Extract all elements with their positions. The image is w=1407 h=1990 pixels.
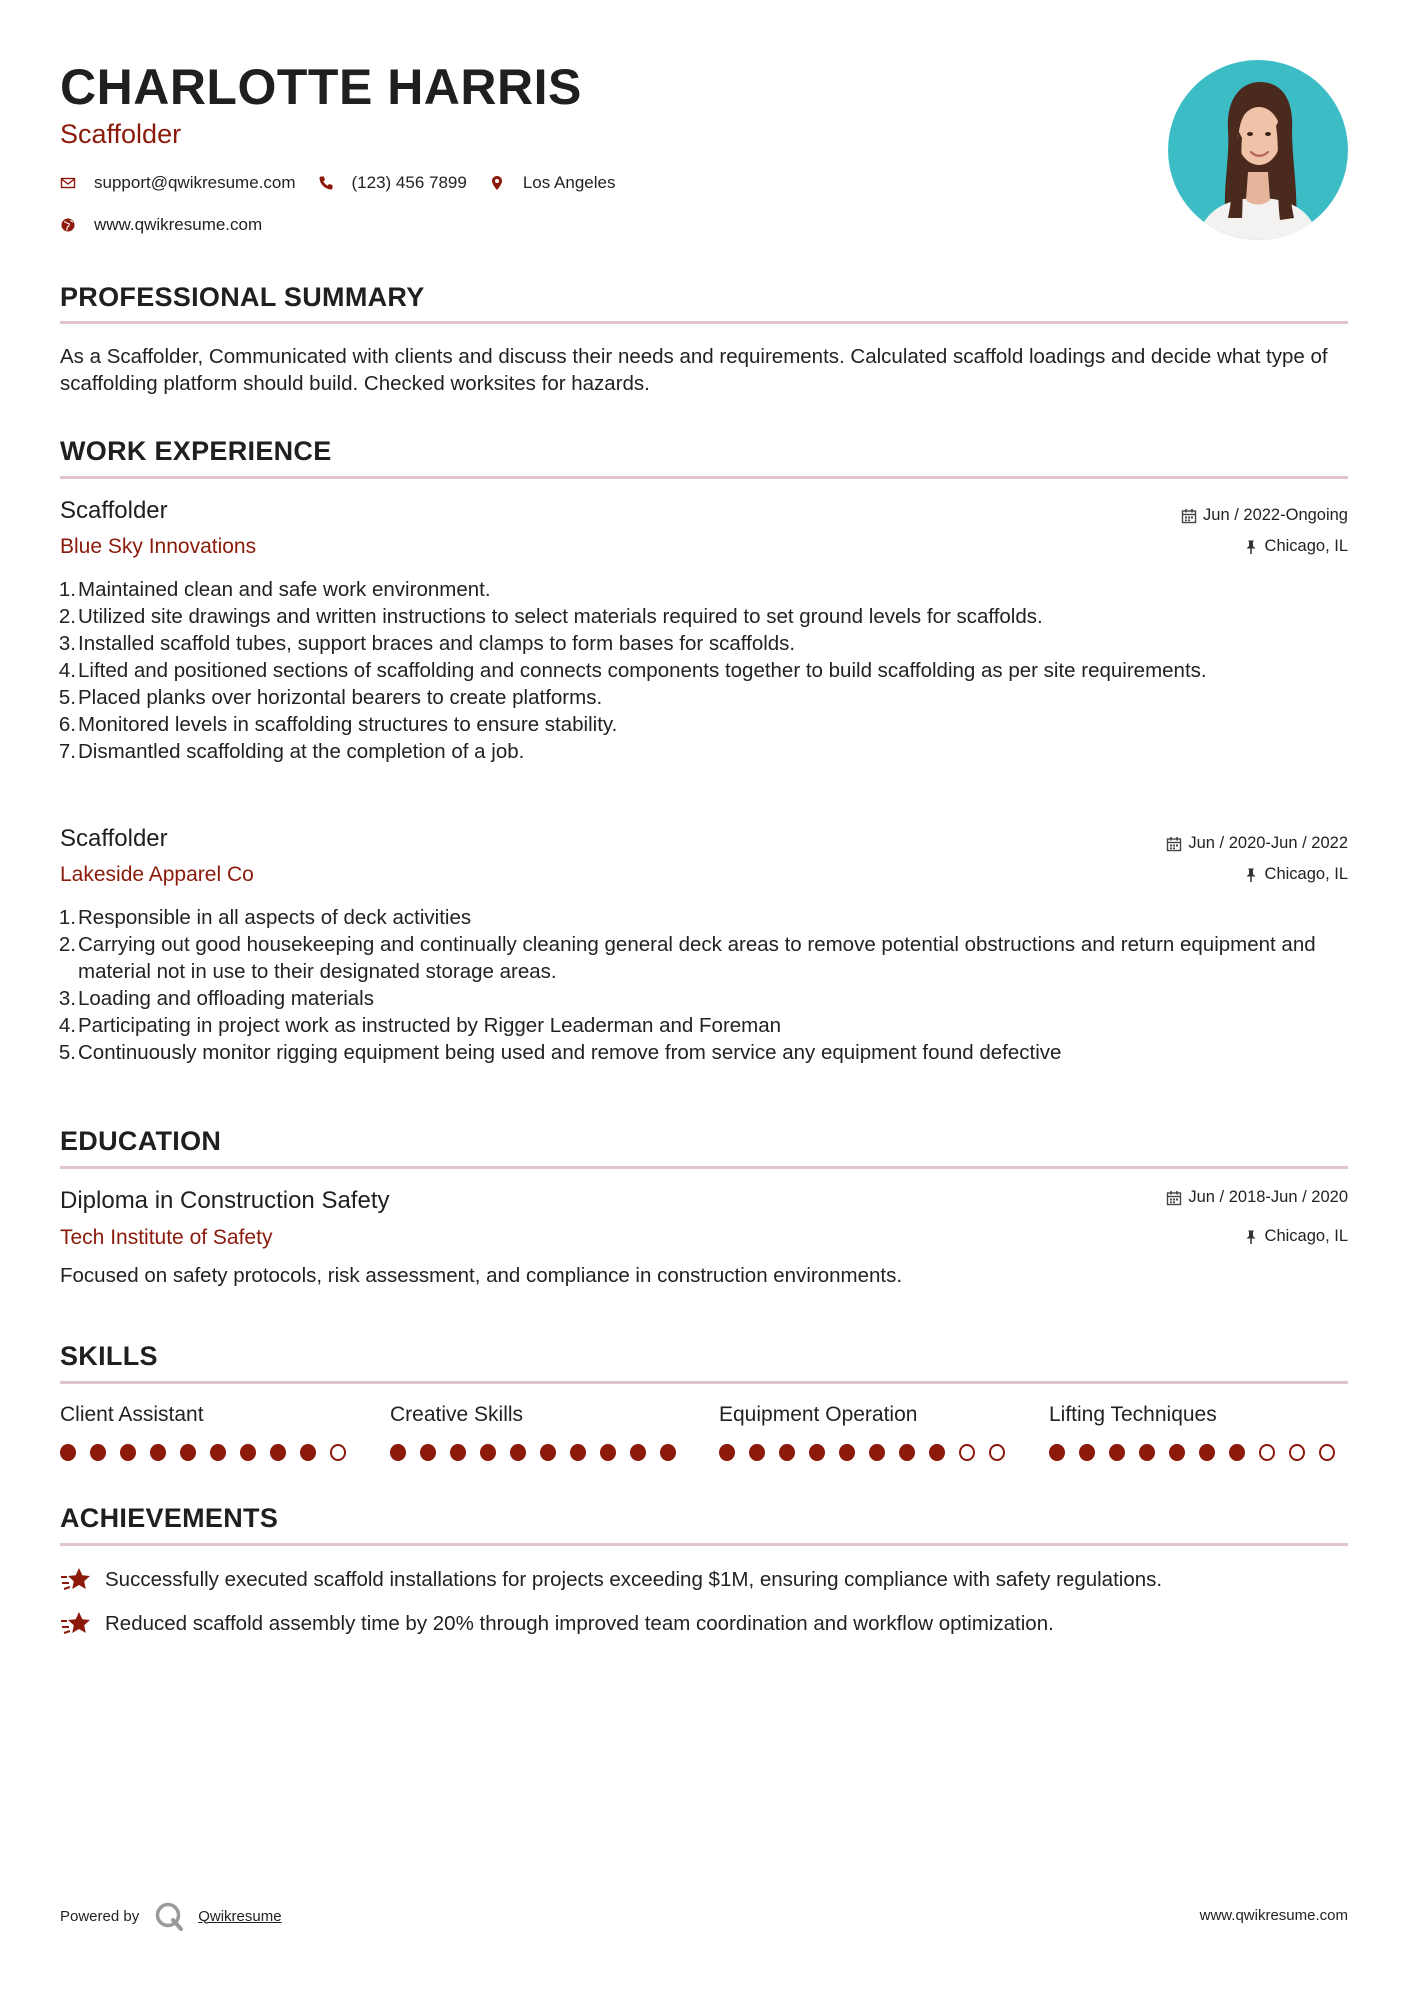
skill-name: Equipment Operation [719, 1403, 918, 1426]
skill-client-assistant [60, 1403, 360, 1461]
skills-divider [60, 1381, 1348, 1384]
education-dates [1166, 1188, 1348, 1207]
phone-text: (123) 456 7899 [351, 173, 467, 192]
pushpin-icon [1243, 1229, 1259, 1245]
rating-dot-empty [1319, 1444, 1335, 1461]
job-1-title: Scaffolder [60, 497, 168, 524]
rating-dot-filled [600, 1444, 616, 1461]
summary-heading: PROFESSIONAL SUMMARY [60, 282, 425, 312]
map-pin-icon [489, 175, 505, 191]
phone-icon [318, 175, 334, 191]
summary-divider [60, 321, 1348, 324]
skill-name: Lifting Techniques [1049, 1403, 1217, 1426]
website-text[interactable]: www.qwikresume.com [94, 215, 263, 234]
email-text[interactable]: support@qwikresume.com [94, 173, 296, 192]
education-degree: Diploma in Construction Safety [60, 1187, 390, 1214]
rating-dot-empty [989, 1444, 1005, 1461]
skill-name: Creative Skills [390, 1403, 524, 1426]
list-item: 2. Carrying out good housekeeping and continually cleaning general deck areas to remove potential obstructions and return equipment and material not in use to their designated storage areas. [58, 933, 1316, 983]
calendar-icon [1166, 836, 1182, 852]
pushpin-icon [1243, 539, 1259, 555]
job-2-location [1243, 865, 1348, 884]
achievements-heading: ACHIEVEMENTS [60, 1503, 279, 1533]
qwikresume-link[interactable]: Qwikresume [198, 1907, 282, 1925]
rating-dot-empty [1289, 1444, 1305, 1461]
profile-photo [1168, 60, 1348, 240]
education-heading: EDUCATION [60, 1126, 222, 1156]
rating-dot-filled [749, 1444, 765, 1461]
portrait-illustration [1168, 60, 1348, 240]
job-2-dates [1166, 834, 1348, 853]
skill-creative-skills [390, 1403, 690, 1461]
rating-dot-filled [60, 1444, 76, 1461]
rating-dot-filled [450, 1444, 466, 1461]
job-1-dates [1181, 506, 1348, 525]
job-2-location-text: Chicago, IL [1264, 865, 1348, 883]
globe-icon [60, 217, 76, 233]
rating-dot-filled [929, 1444, 945, 1461]
rating-dot-filled [540, 1444, 556, 1461]
rating-dot-filled [120, 1444, 136, 1461]
rating-dot-empty [330, 1444, 346, 1461]
rating-dot-filled [210, 1444, 226, 1461]
rating-dot-filled [390, 1444, 406, 1461]
rating-dot-filled [1169, 1444, 1185, 1461]
rating-dot-filled [480, 1444, 496, 1461]
job-1-company: Blue Sky Innovations [60, 535, 257, 558]
job-1-location [1243, 537, 1348, 556]
list-item: 4. Participating in project work as instructed by Rigger Leaderman and Foreman [58, 1014, 782, 1037]
rating-dot-filled [180, 1444, 196, 1461]
rating-dot-filled [809, 1444, 825, 1461]
job-2-company: Lakeside Apparel Co [60, 863, 254, 886]
education-divider [60, 1166, 1348, 1169]
education-description: Focused on safety protocols, risk assessment, and compliance in construction environments. [60, 1264, 903, 1287]
rating-dot-filled [510, 1444, 526, 1461]
job-2-bullets [60, 904, 1348, 1066]
rating-dot-filled [1199, 1444, 1215, 1461]
job-1-bullets [60, 576, 1348, 765]
achievement-item [60, 1609, 1054, 1639]
list-item: 2. Utilized site drawings and written instructions to select materials required to set ground levels for scaffolds. [58, 605, 1043, 628]
rating-dot-filled [90, 1444, 106, 1461]
list-item: 5. Placed planks over horizontal bearers to create platforms. [58, 686, 603, 709]
skill-rating [390, 1444, 690, 1461]
rating-dot-filled [660, 1444, 676, 1461]
rating-dot-filled [240, 1444, 256, 1461]
job-1-location-text: Chicago, IL [1264, 537, 1348, 555]
skill-lifting-techniques [1049, 1403, 1349, 1461]
skills-heading: SKILLS [60, 1341, 158, 1371]
achievements-divider [60, 1543, 1348, 1546]
list-item: 7. Dismantled scaffolding at the completion of a job. [58, 740, 525, 763]
rating-dot-filled [630, 1444, 646, 1461]
list-item: 3. Loading and offloading materials [58, 987, 374, 1010]
experience-heading: WORK EXPERIENCE [60, 436, 332, 466]
contact-website [60, 215, 262, 235]
rating-dot-empty [959, 1444, 975, 1461]
achievement-text: Successfully executed scaffold installations for projects exceeding $1M, ensuring compliance with safety regulations. [105, 1568, 1163, 1591]
star-award-icon [60, 1609, 92, 1639]
powered-by-label: Powered by [60, 1907, 140, 1925]
list-item: 5. Continuously monitor rigging equipment being used and remove from service any equipment found defective [58, 1041, 1062, 1064]
skill-rating [719, 1444, 1019, 1461]
rating-dot-filled [1109, 1444, 1125, 1461]
job-2-title: Scaffolder [60, 825, 168, 852]
rating-dot-filled [1139, 1444, 1155, 1461]
rating-dot-filled [1049, 1444, 1065, 1461]
candidate-title: Scaffolder [60, 119, 182, 149]
list-item: 1. Maintained clean and safe work environment. [58, 578, 491, 601]
contact-location [489, 173, 616, 193]
footer-powered-by [60, 1901, 282, 1931]
candidate-name: CHARLOTTE HARRIS [60, 59, 582, 115]
calendar-icon [1181, 508, 1197, 524]
skill-rating [60, 1444, 360, 1461]
rating-dot-filled [300, 1444, 316, 1461]
calendar-icon [1166, 1190, 1182, 1206]
education-location [1243, 1227, 1348, 1246]
footer-website[interactable]: www.qwikresume.com [1199, 1907, 1348, 1924]
list-item: 1. Responsible in all aspects of deck activities [58, 906, 472, 929]
job-1-dates-text: Jun / 2022-Ongoing [1203, 506, 1348, 524]
job-2-dates-text: Jun / 2020-Jun / 2022 [1188, 834, 1348, 852]
skill-rating [1049, 1444, 1349, 1461]
rating-dot-filled [270, 1444, 286, 1461]
contact-email [60, 173, 296, 193]
list-item: 3. Installed scaffold tubes, support braces and clamps to form bases for scaffolds. [58, 632, 796, 655]
star-award-icon [60, 1565, 92, 1595]
education-location-text: Chicago, IL [1264, 1227, 1348, 1245]
rating-dot-filled [150, 1444, 166, 1461]
skill-name: Client Assistant [60, 1403, 204, 1426]
education-dates-text: Jun / 2018-Jun / 2020 [1188, 1188, 1348, 1206]
envelope-icon [60, 175, 76, 191]
contact-row-secondary [60, 215, 284, 235]
rating-dot-filled [570, 1444, 586, 1461]
skill-equipment-operation [719, 1403, 1019, 1461]
rating-dot-filled [779, 1444, 795, 1461]
summary-text: As a Scaffolder, Communicated with clients and discuss their needs and requirements. Calculated scaffold loadings and decide what type of scaffolding platform should build. Checked worksites for hazards. [60, 345, 1328, 395]
rating-dot-filled [420, 1444, 436, 1461]
rating-dot-filled [869, 1444, 885, 1461]
education-school: Tech Institute of Safety [60, 1226, 273, 1249]
rating-dot-filled [1079, 1444, 1095, 1461]
contact-row-primary [60, 173, 637, 193]
rating-dot-filled [719, 1444, 735, 1461]
location-text: Los Angeles [522, 173, 616, 192]
list-item: 6. Monitored levels in scaffolding structures to ensure stability. [58, 713, 618, 736]
list-item: 4. Lifted and positioned sections of scaffolding and connects components together to build scaffolding as per site requirements. [58, 659, 1207, 682]
rating-dot-filled [839, 1444, 855, 1461]
qwikresume-logo-icon [154, 1901, 184, 1931]
rating-dot-empty [1259, 1444, 1275, 1461]
experience-divider [60, 476, 1348, 479]
achievement-text: Reduced scaffold assembly time by 20% through improved team coordination and workflow optimization. [105, 1612, 1054, 1635]
rating-dot-filled [1229, 1444, 1245, 1461]
pushpin-icon [1243, 867, 1259, 883]
achievement-item [60, 1565, 1162, 1595]
rating-dot-filled [899, 1444, 915, 1461]
contact-phone [318, 173, 467, 193]
